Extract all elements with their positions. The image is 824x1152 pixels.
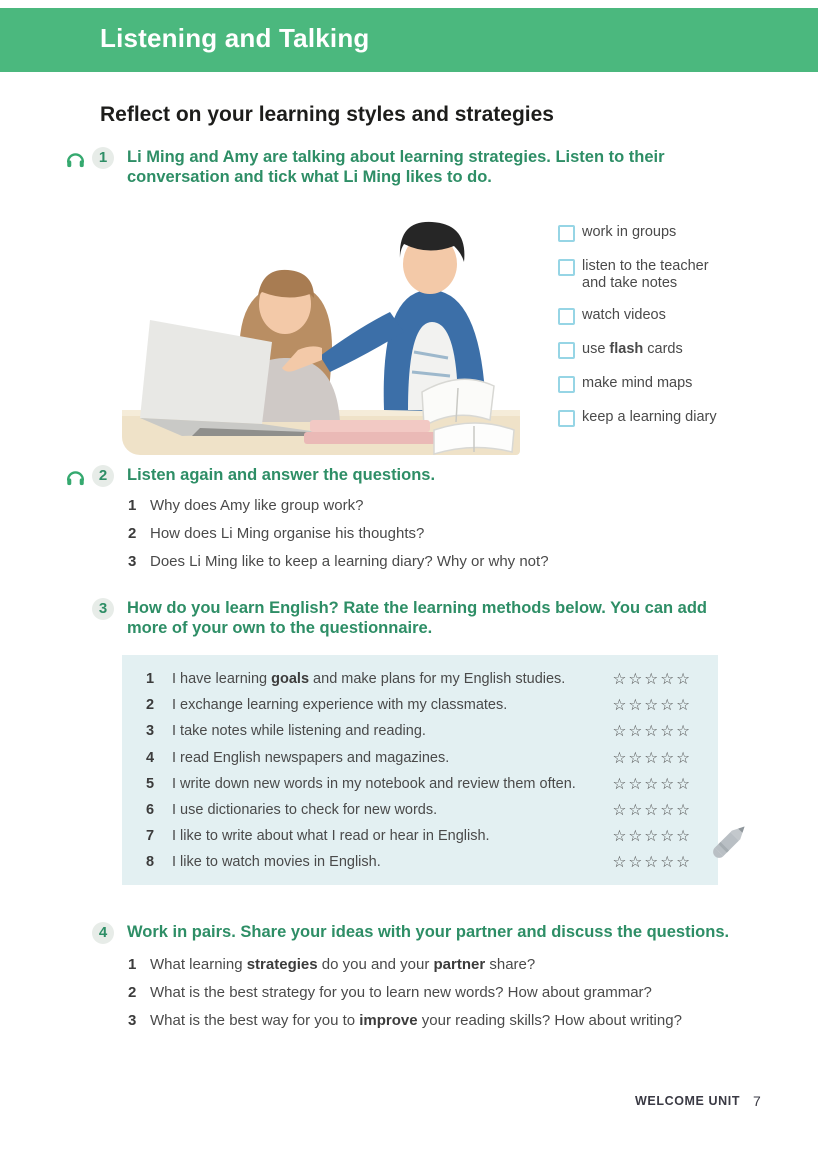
check-item <box>558 409 728 427</box>
star-rating[interactable]: ☆☆☆☆☆ <box>612 748 692 767</box>
questionnaire-row <box>122 849 718 875</box>
star-rating[interactable]: ☆☆☆☆☆ <box>612 827 692 846</box>
students-photo <box>122 192 520 455</box>
question-number: 1 <box>128 956 137 973</box>
activity-1-heading: Li Ming and Amy are talking about learning strategies. Listen to their conversation and tick what Li Ming likes to do. <box>127 148 665 186</box>
activity-3-heading: How do you learn English? Rate the learning methods below. You can add more of your own to the questionnaire. <box>127 599 708 637</box>
questionnaire-item-text: I like to write about what I read or hear in English. <box>172 828 490 845</box>
questionnaire-item-number: 4 <box>146 749 155 766</box>
questionnaire-item-number: 2 <box>146 697 155 714</box>
questionnaire-row <box>122 666 718 692</box>
star-rating[interactable]: ☆☆☆☆☆ <box>612 774 692 793</box>
check-item <box>558 341 728 359</box>
activity-4-number: 4 <box>92 922 114 944</box>
check-item-label: watch videos <box>582 307 666 323</box>
star-rating[interactable]: ☆☆☆☆☆ <box>612 801 692 820</box>
checkbox[interactable] <box>558 376 575 393</box>
pencil-icon <box>701 814 757 870</box>
question-text: What learning strategies do you and your partner share? <box>150 956 536 973</box>
star-rating[interactable]: ☆☆☆☆☆ <box>612 853 692 872</box>
question-number: 1 <box>128 497 137 514</box>
activity-2-heading: Listen again and answer the questions. <box>127 466 436 484</box>
question-row <box>128 554 549 570</box>
activity-4-heading: Work in pairs. Share your ideas with your partner and discuss the questions. <box>127 923 730 941</box>
checkbox[interactable] <box>558 342 575 359</box>
check-item-label: use flash cards <box>582 341 683 357</box>
questionnaire-row <box>122 797 718 823</box>
question-row <box>128 498 549 514</box>
question-number: 2 <box>128 525 137 542</box>
check-item-label: keep a learning diary <box>582 409 717 425</box>
star-rating[interactable]: ☆☆☆☆☆ <box>612 670 692 689</box>
question-number: 3 <box>128 1012 137 1029</box>
questionnaire-item-text: I read English newspapers and magazines. <box>172 749 450 766</box>
checkbox[interactable] <box>558 259 575 276</box>
questionnaire-item-number: 5 <box>146 775 155 792</box>
question-text: How does Li Ming organise his thoughts? <box>150 525 425 542</box>
check-item <box>558 258 728 291</box>
questionnaire-row <box>122 771 718 797</box>
questionnaire-box <box>122 655 718 885</box>
questionnaire-item-text: I like to watch movies in English. <box>172 854 381 871</box>
questionnaire-row <box>122 745 718 771</box>
question-number: 2 <box>128 984 137 1001</box>
questionnaire-row <box>122 718 718 744</box>
question-text: What is the best strategy for you to learn new words? How about grammar? <box>150 984 652 1001</box>
questionnaire-item-text: I take notes while listening and reading. <box>172 723 426 740</box>
checkbox[interactable] <box>558 410 575 427</box>
questionnaire-item-text: I use dictionaries to check for new words. <box>172 802 438 819</box>
questionnaire-rows <box>122 655 718 876</box>
check-item <box>558 224 728 242</box>
questionnaire-row <box>122 692 718 718</box>
questionnaire-item-number: 1 <box>146 671 155 688</box>
star-rating[interactable]: ☆☆☆☆☆ <box>612 696 692 715</box>
questionnaire-item-number: 7 <box>146 828 155 845</box>
activity-2-questions <box>128 498 549 570</box>
questionnaire-item-number: 6 <box>146 802 155 819</box>
checkbox[interactable] <box>558 308 575 325</box>
star-rating[interactable]: ☆☆☆☆☆ <box>612 722 692 741</box>
check-item <box>558 307 728 325</box>
unit-title: Listening and Talking <box>100 23 370 53</box>
question-number: 3 <box>128 553 137 570</box>
questionnaire-item-text: I have learning goals and make plans for my English studies. <box>172 671 566 688</box>
question-row <box>128 1013 682 1029</box>
unit-header-band <box>0 8 818 72</box>
section-title: Reflect on your learning styles and strategies <box>100 103 554 126</box>
question-row <box>128 985 682 1001</box>
activity-1-number: 1 <box>92 147 114 169</box>
activity-4-questions <box>128 957 682 1029</box>
questionnaire-item-text: I exchange learning experience with my classmates. <box>172 697 508 714</box>
question-row <box>128 526 549 542</box>
activity-3-number: 3 <box>92 598 114 620</box>
check-item-label: work in groups <box>582 224 677 240</box>
headphones-icon <box>64 466 87 488</box>
headphones-icon <box>64 148 87 170</box>
question-text: Why does Amy like group work? <box>150 497 364 514</box>
tick-checklist <box>558 224 728 427</box>
check-item-label: listen to the teacher and take notes <box>582 258 709 291</box>
questionnaire-item-number: 8 <box>146 854 155 871</box>
questionnaire-item-text: I write down new words in my notebook and review them often. <box>172 775 576 792</box>
checkbox[interactable] <box>558 225 575 242</box>
activity-2-number: 2 <box>92 465 114 487</box>
questionnaire-row <box>122 823 718 849</box>
check-item <box>558 375 728 393</box>
question-text: What is the best way for you to improve your reading skills? How about writing? <box>150 1012 682 1029</box>
questionnaire-item-number: 3 <box>146 723 155 740</box>
question-text: Does Li Ming like to keep a learning diary? Why or why not? <box>150 553 549 570</box>
question-row <box>128 957 682 973</box>
footer-page-number: 7 <box>753 1093 761 1109</box>
check-item-label: make mind maps <box>582 375 693 391</box>
footer-unit-label: WELCOME UNIT <box>635 1094 741 1108</box>
